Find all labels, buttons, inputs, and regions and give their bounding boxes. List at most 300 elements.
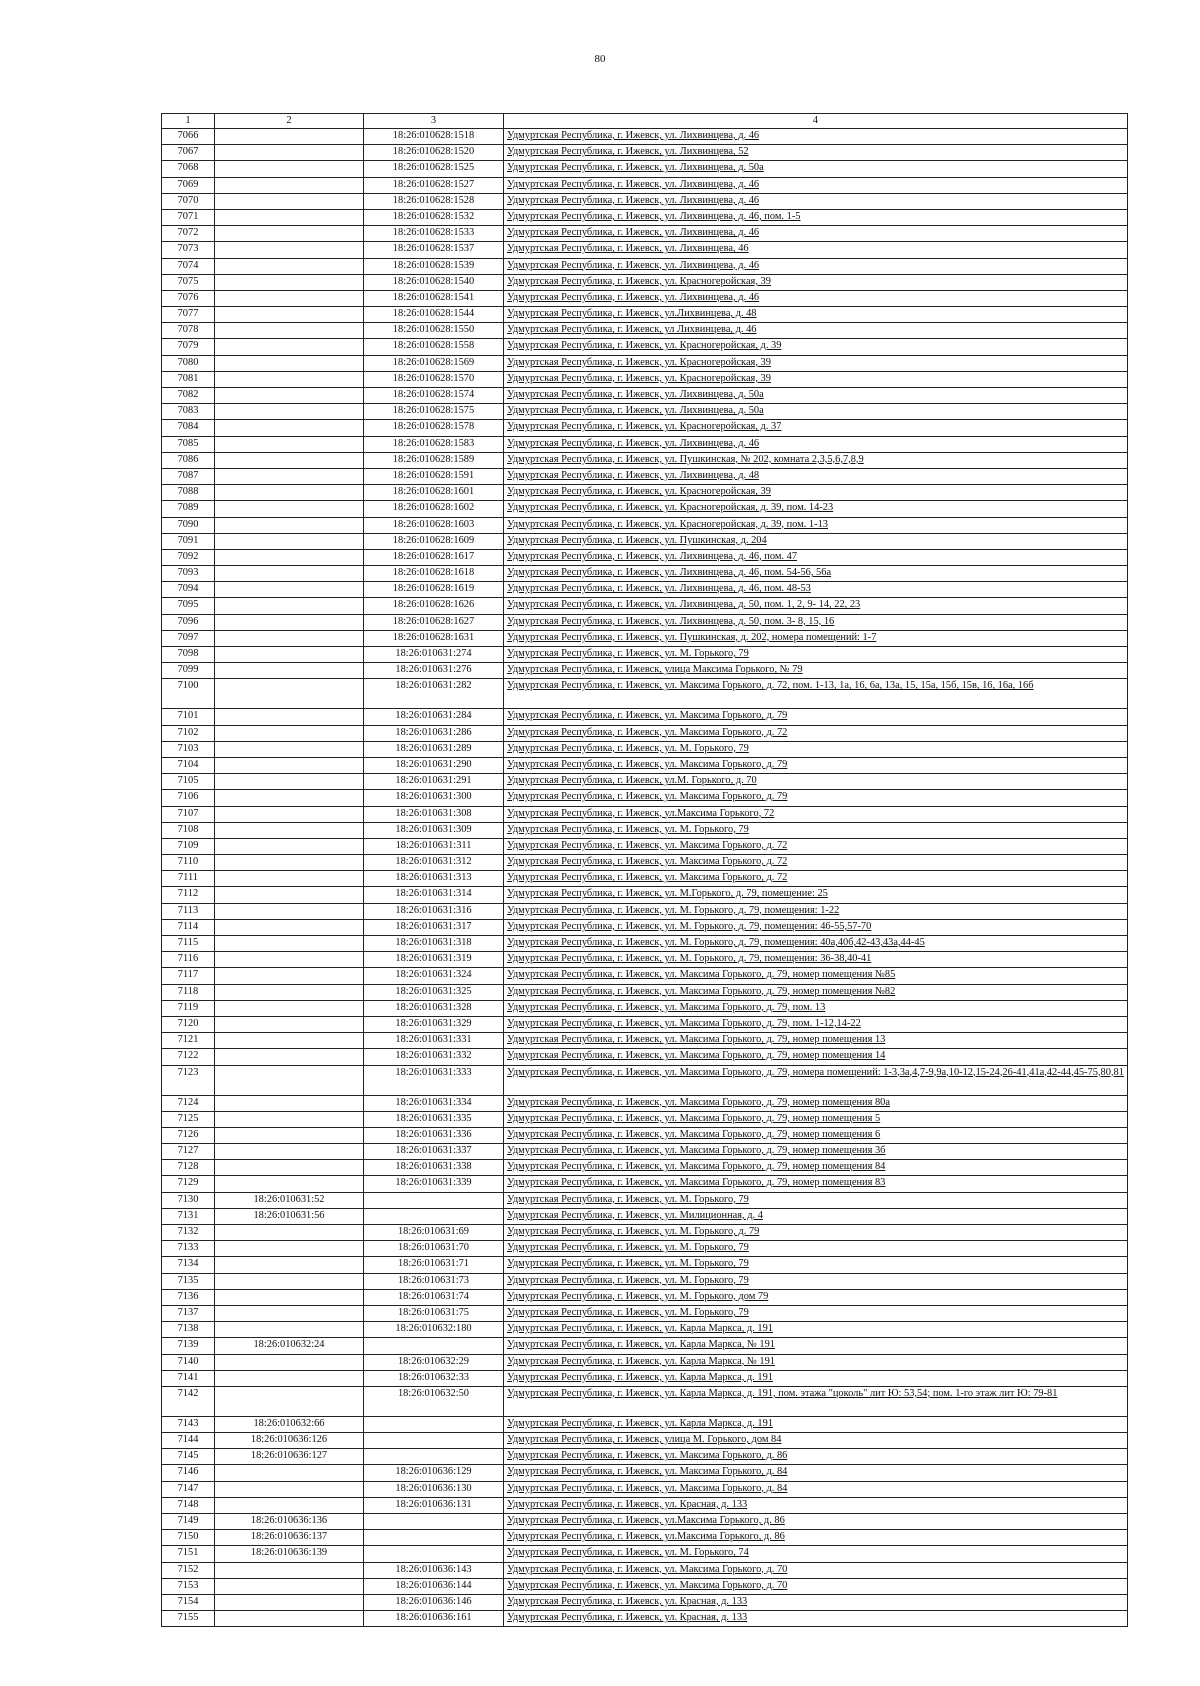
cadastral-number-col3: 18:26:010631:335 <box>364 1111 504 1127</box>
cadastral-number-col3: 18:26:010631:75 <box>364 1305 504 1321</box>
cadastral-number-col2 <box>215 566 364 582</box>
cadastral-number-col2 <box>215 1111 364 1127</box>
address-cell: Удмуртская Республика, г. Ижевск, ул. Красногеройская, д. 37 <box>504 420 1128 436</box>
table-row <box>162 1416 1128 1432</box>
cadastral-number-col3: 18:26:010631:286 <box>364 725 504 741</box>
row-number: 7131 <box>162 1208 215 1224</box>
address-cell: Удмуртская Республика, г. Ижевск, ул. Максима Горького, д. 79 <box>504 709 1128 725</box>
cadastral-number-col3: 18:26:010628:1527 <box>364 177 504 193</box>
table-row <box>162 741 1128 757</box>
row-number: 7085 <box>162 436 215 452</box>
row-number: 7109 <box>162 838 215 854</box>
cadastral-number-col3: 18:26:010628:1528 <box>364 193 504 209</box>
cadastral-number-col2 <box>215 1354 364 1370</box>
table-row <box>162 1000 1128 1016</box>
cadastral-number-col3: 18:26:010628:1537 <box>364 242 504 258</box>
row-number: 7101 <box>162 709 215 725</box>
cadastral-number-col2 <box>215 549 364 565</box>
cadastral-number-col2: 18:26:010636:136 <box>215 1514 364 1530</box>
address-cell: Удмуртская Республика, г. Ижевск, ул. Красногеройская, 39 <box>504 371 1128 387</box>
row-number: 7106 <box>162 790 215 806</box>
table-row <box>162 1065 1128 1095</box>
cadastral-number-col3: 18:26:010631:308 <box>364 806 504 822</box>
row-number: 7077 <box>162 307 215 323</box>
cadastral-number-col3: 18:26:010628:1591 <box>364 468 504 484</box>
table-row <box>162 1354 1128 1370</box>
table-row <box>162 630 1128 646</box>
address-cell: Удмуртская Республика, г. Ижевск, ул. М. Горького, 79 <box>504 1257 1128 1273</box>
column-header-1: 1 <box>162 114 215 129</box>
cadastral-number-col2 <box>215 1095 364 1111</box>
table-row <box>162 1546 1128 1562</box>
cadastral-number-col3: 18:26:010628:1570 <box>364 371 504 387</box>
table-row <box>162 598 1128 614</box>
table-row <box>162 1322 1128 1338</box>
row-number: 7102 <box>162 725 215 741</box>
cadastral-number-col2 <box>215 468 364 484</box>
table-row <box>162 614 1128 630</box>
address-cell: Удмуртская Республика, г. Ижевск, ул.Максима Горького, д. 86 <box>504 1530 1128 1546</box>
row-number: 7119 <box>162 1000 215 1016</box>
column-header-3: 3 <box>364 114 504 129</box>
cadastral-number-col2 <box>215 614 364 630</box>
table-row <box>162 1016 1128 1032</box>
row-number: 7155 <box>162 1611 215 1627</box>
row-number: 7153 <box>162 1578 215 1594</box>
cadastral-number-col3 <box>364 1530 504 1546</box>
cadastral-number-col2 <box>215 871 364 887</box>
cadastral-number-col3: 18:26:010631:339 <box>364 1176 504 1192</box>
cadastral-number-col2 <box>215 145 364 161</box>
address-cell: Удмуртская Республика, г. Ижевск, ул. Красногеройская, 39 <box>504 355 1128 371</box>
address-cell: Удмуртская Республика, г. Ижевск, ул. Максима Горького, д. 72 <box>504 871 1128 887</box>
row-number: 7135 <box>162 1273 215 1289</box>
cadastral-number-col2 <box>215 582 364 598</box>
table-row <box>162 468 1128 484</box>
row-number: 7148 <box>162 1497 215 1513</box>
row-number: 7070 <box>162 193 215 209</box>
address-cell: Удмуртская Республика, г. Ижевск, ул. Красногеройская, д. 39, пом. 14-23 <box>504 501 1128 517</box>
table-row <box>162 1127 1128 1143</box>
cadastral-number-col2 <box>215 855 364 871</box>
address-cell: Удмуртская Республика, г. Ижевск, ул. Красная, д. 133 <box>504 1497 1128 1513</box>
address-cell: Удмуртская Республика, г. Ижевск, ул. Максима Горького, д. 84 <box>504 1481 1128 1497</box>
table-row <box>162 290 1128 306</box>
address-cell: Удмуртская Республика, г. Ижевск, ул. Карла Маркса, д. 191 <box>504 1416 1128 1432</box>
cadastral-number-col3: 18:26:010628:1550 <box>364 323 504 339</box>
address-cell: Удмуртская Республика, г. Ижевск, ул. М. Горького, дом 79 <box>504 1289 1128 1305</box>
row-number: 7123 <box>162 1065 215 1095</box>
cadastral-number-col2 <box>215 1386 364 1416</box>
address-cell: Удмуртская Республика, г. Ижевск, ул. Лихвинцева, 52 <box>504 145 1128 161</box>
table-row <box>162 355 1128 371</box>
row-number: 7130 <box>162 1192 215 1208</box>
cadastral-number-col2 <box>215 1322 364 1338</box>
address-cell: Удмуртская Республика, г. Ижевск, ул. Максима Горького, д. 79 <box>504 790 1128 806</box>
address-cell: Удмуртская Республика, г. Ижевск, улица М. Горького, дом 84 <box>504 1433 1128 1449</box>
address-cell: Удмуртская Республика, г. Ижевск, ул. М. Горького, 79 <box>504 741 1128 757</box>
address-cell: Удмуртская Республика, г. Ижевск, ул. Лихвинцева, д. 50а <box>504 404 1128 420</box>
address-cell: Удмуртская Республика, г. Ижевск, ул. М.Горького, д. 79, помещение: 25 <box>504 887 1128 903</box>
row-number: 7097 <box>162 630 215 646</box>
row-number: 7113 <box>162 903 215 919</box>
cadastral-number-col2 <box>215 903 364 919</box>
table-row <box>162 129 1128 145</box>
address-cell: Удмуртская Республика, г. Ижевск, ул. Милиционная, д. 4 <box>504 1208 1128 1224</box>
cadastral-number-col2 <box>215 741 364 757</box>
cadastral-number-col2 <box>215 1578 364 1594</box>
cadastral-number-col2: 18:26:010631:56 <box>215 1208 364 1224</box>
table-row <box>162 936 1128 952</box>
page-number: 80 <box>594 53 606 65</box>
address-cell: Удмуртская Республика, г. Ижевск, ул. Лихвинцева, д. 50а <box>504 161 1128 177</box>
address-cell: Удмуртская Республика, г. Ижевск, ул. Красногеройская, д. 39 <box>504 339 1128 355</box>
cadastral-number-col3: 18:26:010631:291 <box>364 774 504 790</box>
cadastral-number-col2: 18:26:010636:127 <box>215 1449 364 1465</box>
table-row <box>162 1049 1128 1065</box>
cadastral-number-col2 <box>215 887 364 903</box>
cadastral-number-col3: 18:26:010628:1532 <box>364 209 504 225</box>
row-number: 7120 <box>162 1016 215 1032</box>
table-row <box>162 161 1128 177</box>
cadastral-number-col2 <box>215 1144 364 1160</box>
cadastral-number-col3: 18:26:010631:311 <box>364 838 504 854</box>
cadastral-number-col3: 18:26:010628:1569 <box>364 355 504 371</box>
cadastral-number-col2 <box>215 1033 364 1049</box>
address-cell: Удмуртская Республика, г. Ижевск, ул. М. Горького, д. 79, помещения: 40а,40б,42-43,43а,44-45 <box>504 936 1128 952</box>
cadastral-number-col3: 18:26:010632:33 <box>364 1370 504 1386</box>
table-row <box>162 1433 1128 1449</box>
table-row <box>162 1562 1128 1578</box>
cadastral-number-col2 <box>215 1497 364 1513</box>
cadastral-number-col2 <box>215 984 364 1000</box>
cadastral-number-col2 <box>215 290 364 306</box>
address-cell: Удмуртская Республика, г. Ижевск, ул. Лихвинцева, 46 <box>504 242 1128 258</box>
address-cell: Удмуртская Республика, г. Ижевск, ул. М. Горького, д. 79, помещения: 1-22 <box>504 903 1128 919</box>
address-cell: Удмуртская Республика, г. Ижевск, ул. Лихвинцева, д. 48 <box>504 468 1128 484</box>
cadastral-number-col3 <box>364 1433 504 1449</box>
address-cell: Удмуртская Республика, г. Ижевск, ул. Максима Горького, д. 79, пом. 13 <box>504 1000 1128 1016</box>
cadastral-number-col3: 18:26:010632:50 <box>364 1386 504 1416</box>
cadastral-number-col3: 18:26:010628:1601 <box>364 485 504 501</box>
cadastral-number-col3: 18:26:010631:334 <box>364 1095 504 1111</box>
cadastral-number-col3: 18:26:010628:1544 <box>364 307 504 323</box>
address-cell: Удмуртская Республика, г. Ижевск, ул. Максима Горького, д. 86 <box>504 1449 1128 1465</box>
row-number: 7142 <box>162 1386 215 1416</box>
address-cell: Удмуртская Республика, г. Ижевск, ул. Красногеройская, 39 <box>504 274 1128 290</box>
table-row <box>162 226 1128 242</box>
cadastral-number-col3: 18:26:010631:336 <box>364 1127 504 1143</box>
cadastral-number-col3: 18:26:010628:1518 <box>364 129 504 145</box>
row-number: 7117 <box>162 968 215 984</box>
table-row <box>162 790 1128 806</box>
table-row <box>162 485 1128 501</box>
table-row <box>162 1095 1128 1111</box>
cadastral-number-col3: 18:26:010631:289 <box>364 741 504 757</box>
row-number: 7150 <box>162 1530 215 1546</box>
cadastral-number-col3 <box>364 1192 504 1208</box>
table-row <box>162 371 1128 387</box>
cadastral-number-col3 <box>364 1449 504 1465</box>
cadastral-number-col2 <box>215 598 364 614</box>
cadastral-number-col3: 18:26:010628:1578 <box>364 420 504 436</box>
cadastral-number-col2 <box>215 1225 364 1241</box>
address-cell: Удмуртская Республика, г. Ижевск, ул. Красная, д. 133 <box>504 1594 1128 1610</box>
table-row <box>162 871 1128 887</box>
cadastral-number-col3: 18:26:010628:1619 <box>364 582 504 598</box>
cadastral-number-col3: 18:26:010636:129 <box>364 1465 504 1481</box>
row-number: 7139 <box>162 1338 215 1354</box>
row-number: 7099 <box>162 663 215 679</box>
cadastral-number-col3: 18:26:010631:316 <box>364 903 504 919</box>
table-row <box>162 679 1128 709</box>
address-cell: Удмуртская Республика, г. Ижевск, ул. Лихвинцева, д. 50, пом. 1, 2, 9- 14, 22, 23 <box>504 598 1128 614</box>
address-cell: Удмуртская Республика, г. Ижевск, ул. Максима Горького, д. 84 <box>504 1465 1128 1481</box>
cadastral-number-col2 <box>215 501 364 517</box>
cadastral-number-col3: 18:26:010632:180 <box>364 1322 504 1338</box>
row-number: 7141 <box>162 1370 215 1386</box>
row-number: 7146 <box>162 1465 215 1481</box>
address-cell: Удмуртская Республика, г. Ижевск, ул. Максима Горького, д. 72 <box>504 838 1128 854</box>
row-number: 7079 <box>162 339 215 355</box>
cadastral-number-col3: 18:26:010631:290 <box>364 757 504 773</box>
cadastral-number-col3 <box>364 1546 504 1562</box>
row-number: 7071 <box>162 209 215 225</box>
address-cell: Удмуртская Республика, г. Ижевск, ул. Лихвинцева, д. 50а <box>504 388 1128 404</box>
cadastral-number-col2 <box>215 533 364 549</box>
row-number: 7151 <box>162 1546 215 1562</box>
cadastral-number-col3: 18:26:010631:318 <box>364 936 504 952</box>
address-cell: Удмуртская Республика, г. Ижевск, ул. Карла Маркса, № 191 <box>504 1338 1128 1354</box>
table-row <box>162 919 1128 935</box>
cadastral-number-col3: 18:26:010628:1558 <box>364 339 504 355</box>
cadastral-number-col2 <box>215 1000 364 1016</box>
address-cell: Удмуртская Республика, г. Ижевск, ул.Максима Горького, 72 <box>504 806 1128 822</box>
address-cell: Удмуртская Республика, г. Ижевск, ул. Лихвинцева, д. 46 <box>504 290 1128 306</box>
table-row <box>162 1594 1128 1610</box>
cadastral-number-col3: 18:26:010628:1602 <box>364 501 504 517</box>
cadastral-number-col2 <box>215 679 364 709</box>
row-number: 7124 <box>162 1095 215 1111</box>
cadastral-number-col2: 18:26:010632:66 <box>215 1416 364 1432</box>
cadastral-number-col3: 18:26:010631:314 <box>364 887 504 903</box>
table-row <box>162 1257 1128 1273</box>
cadastral-number-col3: 18:26:010631:331 <box>364 1033 504 1049</box>
cadastral-number-col2 <box>215 355 364 371</box>
table-row <box>162 307 1128 323</box>
row-number: 7134 <box>162 1257 215 1273</box>
cadastral-number-col2 <box>215 1273 364 1289</box>
cadastral-number-col3: 18:26:010636:143 <box>364 1562 504 1578</box>
row-number: 7100 <box>162 679 215 709</box>
address-cell: Удмуртская Республика, г. Ижевск, ул. М. Горького, д. 79 <box>504 1225 1128 1241</box>
table-row <box>162 1481 1128 1497</box>
row-number: 7145 <box>162 1449 215 1465</box>
address-cell: Удмуртская Республика, г. Ижевск, ул. Пушкинская, д. 202, номера помещений: 1-7 <box>504 630 1128 646</box>
table-row <box>162 145 1128 161</box>
cadastral-number-col3: 18:26:010631:324 <box>364 968 504 984</box>
row-number: 7137 <box>162 1305 215 1321</box>
address-cell: Удмуртская Республика, г. Ижевск, ул.Максима Горького, д. 86 <box>504 1514 1128 1530</box>
address-cell: Удмуртская Республика, г. Ижевск, ул. Лихвинцева, д. 46 <box>504 177 1128 193</box>
address-cell: Удмуртская Республика, г. Ижевск, ул. Максима Горького, д. 79, номер помещения 80а <box>504 1095 1128 1111</box>
cadastral-number-col3: 18:26:010628:1618 <box>364 566 504 582</box>
cadastral-number-col3: 18:26:010628:1520 <box>364 145 504 161</box>
table-row <box>162 339 1128 355</box>
cadastral-number-col3: 18:26:010628:1617 <box>364 549 504 565</box>
table-row <box>162 258 1128 274</box>
cadastral-number-col3: 18:26:010631:329 <box>364 1016 504 1032</box>
registry-table <box>161 113 1128 1627</box>
table-row <box>162 533 1128 549</box>
table-row <box>162 1289 1128 1305</box>
table-row <box>162 193 1128 209</box>
table-row <box>162 1338 1128 1354</box>
row-number: 7126 <box>162 1127 215 1143</box>
cadastral-number-col2 <box>215 790 364 806</box>
address-cell: Удмуртская Республика, г. Ижевск, ул. Максима Горького, д. 79, номер помещения 84 <box>504 1160 1128 1176</box>
row-number: 7105 <box>162 774 215 790</box>
row-number: 7128 <box>162 1160 215 1176</box>
row-number: 7127 <box>162 1144 215 1160</box>
address-cell: Удмуртская Республика, г. Ижевск, ул. М. Горького, д. 79, помещения: 36-38,40-41 <box>504 952 1128 968</box>
table-row <box>162 663 1128 679</box>
table-row <box>162 887 1128 903</box>
table-row <box>162 822 1128 838</box>
cadastral-number-col3: 18:26:010628:1533 <box>364 226 504 242</box>
table-row <box>162 404 1128 420</box>
address-cell: Удмуртская Республика, г. Ижевск, ул. Красная, д. 133 <box>504 1611 1128 1627</box>
address-cell: Удмуртская Республика, г. Ижевск, ул. Лихвинцева, д. 50, пом. 3- 8, 15, 16 <box>504 614 1128 630</box>
cadastral-number-col3: 18:26:010631:338 <box>364 1160 504 1176</box>
cadastral-number-col2 <box>215 420 364 436</box>
cadastral-number-col3: 18:26:010631:70 <box>364 1241 504 1257</box>
table-row <box>162 1497 1128 1513</box>
row-number: 7143 <box>162 1416 215 1432</box>
cadastral-number-col2 <box>215 1465 364 1481</box>
cadastral-number-col3: 18:26:010631:337 <box>364 1144 504 1160</box>
table-row <box>162 757 1128 773</box>
cadastral-number-col2 <box>215 193 364 209</box>
cadastral-number-col2: 18:26:010632:24 <box>215 1338 364 1354</box>
address-cell: Удмуртская Республика, г. Ижевск, ул. Максима Горького, д. 79, номер помещения 83 <box>504 1176 1128 1192</box>
cadastral-number-col3: 18:26:010628:1589 <box>364 452 504 468</box>
address-cell: Удмуртская Республика, г. Ижевск, ул Лихвинцева, д. 46 <box>504 323 1128 339</box>
address-cell: Удмуртская Республика, г. Ижевск, улица Максима Горького, № 79 <box>504 663 1128 679</box>
table-row <box>162 549 1128 565</box>
table-row <box>162 582 1128 598</box>
table-row <box>162 1160 1128 1176</box>
row-number: 7108 <box>162 822 215 838</box>
cadastral-number-col2 <box>215 663 364 679</box>
cadastral-number-col2 <box>215 209 364 225</box>
row-number: 7083 <box>162 404 215 420</box>
cadastral-number-col3 <box>364 1208 504 1224</box>
address-cell: Удмуртская Республика, г. Ижевск, ул. Максима Горького, д. 70 <box>504 1562 1128 1578</box>
cadastral-number-col2 <box>215 371 364 387</box>
cadastral-number-col3: 18:26:010628:1583 <box>364 436 504 452</box>
cadastral-number-col3: 18:26:010628:1539 <box>364 258 504 274</box>
table-row <box>162 1111 1128 1127</box>
row-number: 7089 <box>162 501 215 517</box>
row-number: 7103 <box>162 741 215 757</box>
cadastral-number-col3: 18:26:010628:1525 <box>364 161 504 177</box>
table-row <box>162 388 1128 404</box>
row-number: 7080 <box>162 355 215 371</box>
address-cell: Удмуртская Республика, г. Ижевск, ул.Лихвинцева, д. 48 <box>504 307 1128 323</box>
row-number: 7074 <box>162 258 215 274</box>
table-row <box>162 517 1128 533</box>
cadastral-number-col2: 18:26:010636:139 <box>215 1546 364 1562</box>
address-cell: Удмуртская Республика, г. Ижевск, ул. М. Горького, 79 <box>504 1192 1128 1208</box>
cadastral-number-col2 <box>215 1305 364 1321</box>
row-number: 7075 <box>162 274 215 290</box>
row-number: 7087 <box>162 468 215 484</box>
row-number: 7114 <box>162 919 215 935</box>
table-header <box>162 114 1128 129</box>
row-number: 7086 <box>162 452 215 468</box>
table-row <box>162 1530 1128 1546</box>
table-row <box>162 1465 1128 1481</box>
table-row <box>162 1273 1128 1289</box>
address-cell: Удмуртская Республика, г. Ижевск, ул. Лихвинцева, д. 46, пом. 48-53 <box>504 582 1128 598</box>
row-number: 7096 <box>162 614 215 630</box>
cadastral-number-col2 <box>215 323 364 339</box>
address-cell: Удмуртская Республика, г. Ижевск, ул. Максима Горького, д. 79, номер помещения 14 <box>504 1049 1128 1065</box>
address-cell: Удмуртская Республика, г. Ижевск, ул. М. Горького, 79 <box>504 1305 1128 1321</box>
table-row <box>162 709 1128 725</box>
row-number: 7076 <box>162 290 215 306</box>
address-cell: Удмуртская Республика, г. Ижевск, ул. М. Горького, 79 <box>504 1241 1128 1257</box>
row-number: 7091 <box>162 533 215 549</box>
address-cell: Удмуртская Республика, г. Ижевск, ул. Лихвинцева, д. 46 <box>504 436 1128 452</box>
cadastral-number-col3: 18:26:010636:130 <box>364 1481 504 1497</box>
row-number: 7107 <box>162 806 215 822</box>
row-number: 7067 <box>162 145 215 161</box>
row-number: 7068 <box>162 161 215 177</box>
cadastral-number-col3: 18:26:010631:328 <box>364 1000 504 1016</box>
address-cell: Удмуртская Республика, г. Ижевск, ул. М. Горького, 74 <box>504 1546 1128 1562</box>
cadastral-number-col3: 18:26:010631:71 <box>364 1257 504 1273</box>
row-number: 7133 <box>162 1241 215 1257</box>
table-row <box>162 1176 1128 1192</box>
address-cell: Удмуртская Республика, г. Ижевск, ул. Лихвинцева, д. 46 <box>504 258 1128 274</box>
cadastral-number-col2 <box>215 388 364 404</box>
cadastral-number-col3: 18:26:010628:1631 <box>364 630 504 646</box>
cadastral-number-col3: 18:26:010631:317 <box>364 919 504 935</box>
row-number: 7084 <box>162 420 215 436</box>
table-row <box>162 1225 1128 1241</box>
cadastral-number-col2 <box>215 709 364 725</box>
row-number: 7122 <box>162 1049 215 1065</box>
table-row <box>162 806 1128 822</box>
row-number: 7066 <box>162 129 215 145</box>
address-cell: Удмуртская Республика, г. Ижевск, ул.М. Горького, д. 70 <box>504 774 1128 790</box>
cadastral-number-col3: 18:26:010636:146 <box>364 1594 504 1610</box>
cadastral-number-col2 <box>215 258 364 274</box>
row-number: 7092 <box>162 549 215 565</box>
table-body <box>162 129 1128 1627</box>
row-number: 7072 <box>162 226 215 242</box>
table-row <box>162 903 1128 919</box>
table-row <box>162 1611 1128 1627</box>
cadastral-number-col3: 18:26:010628:1575 <box>364 404 504 420</box>
address-cell: Удмуртская Республика, г. Ижевск, ул. Максима Горького, д. 79, номер помещения 6 <box>504 1127 1128 1143</box>
cadastral-number-col2 <box>215 1370 364 1386</box>
table-row <box>162 420 1128 436</box>
table-row <box>162 1305 1128 1321</box>
cadastral-number-col2 <box>215 129 364 145</box>
